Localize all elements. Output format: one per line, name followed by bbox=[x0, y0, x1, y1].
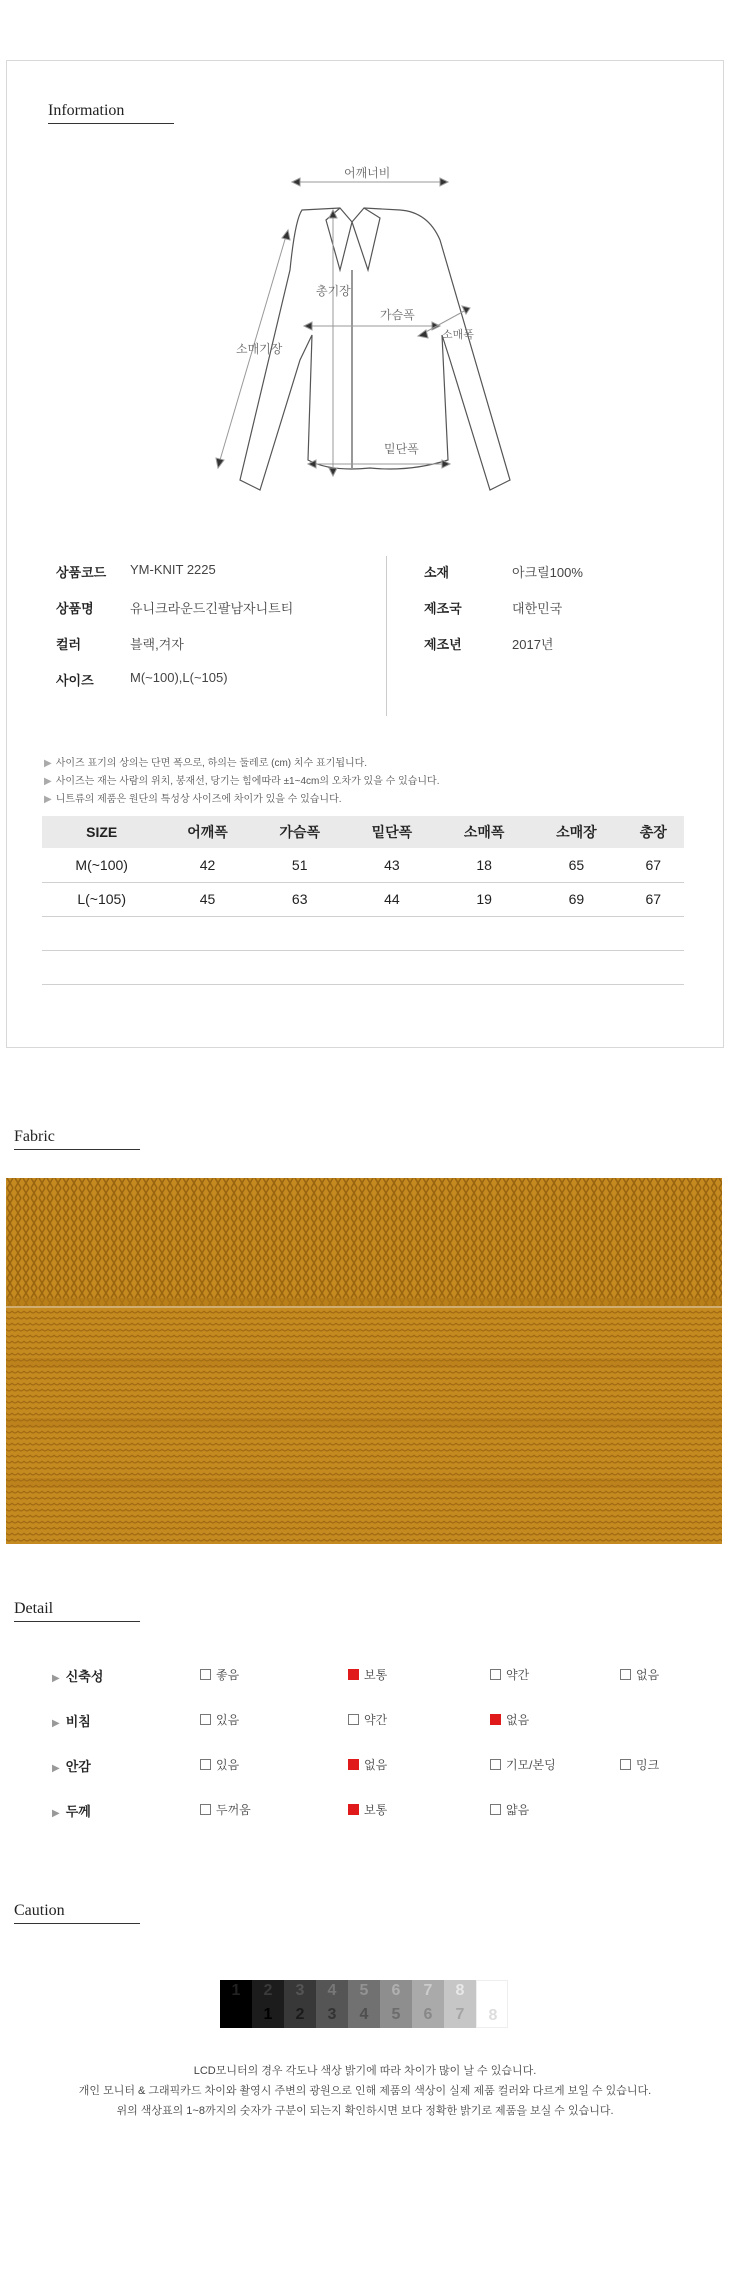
checkbox-icon[interactable] bbox=[620, 1669, 631, 1680]
size-note-2: ▶ 사이즈는 재는 사람의 위치, 봉재선, 당기는 힘에따라 ±1~4cm의 오차가 있을 수 있습니다. bbox=[44, 776, 440, 787]
table-cell: 69 bbox=[530, 882, 622, 916]
checkbox-icon[interactable] bbox=[200, 1759, 211, 1770]
brightness-swatch bbox=[316, 1980, 348, 2028]
spec-year-label: 제조년 bbox=[424, 637, 462, 652]
size-table-header bbox=[42, 816, 684, 848]
swatch-number: 4 bbox=[327, 1982, 337, 1999]
table-cell: 67 bbox=[622, 848, 684, 882]
stretch-option-normal[interactable]: 보통 bbox=[348, 1666, 387, 1683]
table-cell: 65 bbox=[530, 848, 622, 882]
brightness-swatch bbox=[348, 1980, 380, 2028]
stretch-option-none[interactable]: 없음 bbox=[620, 1666, 659, 1683]
checkbox-icon[interactable] bbox=[200, 1669, 211, 1680]
caution-line-3: 위의 색상표의 1~8까지의 숫자가 구분이 되는지 확인하시면 보다 정확한 밝기로 제품을 보실 수 있습니다. bbox=[116, 2105, 614, 2117]
table-row bbox=[42, 882, 684, 916]
table-row bbox=[42, 848, 684, 882]
triangle-bullet-icon: ▶ bbox=[52, 1673, 60, 1684]
detail-lining-label: ▶ 안감 bbox=[52, 1759, 91, 1774]
swatch-number: 8 bbox=[488, 2007, 498, 2024]
detail-sheer-label: ▶ 비침 bbox=[52, 1714, 91, 1729]
swatch-number: 7 bbox=[423, 1982, 433, 1999]
checkbox-checked-icon[interactable] bbox=[490, 1714, 501, 1725]
spec-divider bbox=[386, 556, 387, 716]
triangle-bullet-icon: ▶ bbox=[44, 758, 52, 769]
caution-title: Caution bbox=[14, 1902, 140, 1924]
spec-color-value: 블랙,겨자 bbox=[130, 637, 184, 652]
swatch-number: 7 bbox=[455, 2006, 465, 2023]
size-table-header-cell: 총장 bbox=[622, 816, 684, 848]
sheer-option-yes[interactable]: 있음 bbox=[200, 1711, 239, 1728]
spec-year-value: 2017년 bbox=[512, 637, 554, 652]
swatch-number: 8 bbox=[455, 1982, 465, 1999]
checkbox-icon[interactable] bbox=[620, 1759, 631, 1770]
spec-material-value: 아크릴100% bbox=[512, 565, 583, 580]
fabric-image bbox=[6, 1178, 722, 1544]
table-cell: 63 bbox=[254, 882, 346, 916]
spec-material-label: 소재 bbox=[424, 565, 450, 580]
lining-option-mink[interactable]: 밍크 bbox=[620, 1756, 659, 1773]
brightness-swatch bbox=[220, 1980, 252, 2028]
checkbox-icon[interactable] bbox=[490, 1759, 501, 1770]
lining-option-brushed[interactable]: 기모/본딩 bbox=[490, 1756, 556, 1773]
table-cell: 18 bbox=[438, 848, 530, 882]
triangle-bullet-icon: ▶ bbox=[44, 794, 52, 805]
size-table bbox=[42, 816, 684, 917]
stretch-option-good[interactable]: 좋음 bbox=[200, 1666, 239, 1683]
triangle-bullet-icon: ▶ bbox=[52, 1808, 60, 1819]
table-cell: M(~100) bbox=[42, 848, 161, 882]
brightness-swatch bbox=[252, 1980, 284, 2028]
spec-code-value: YM-KNIT 2225 bbox=[130, 562, 216, 577]
spec-country-value: 대한민국 bbox=[512, 601, 563, 616]
size-diagram bbox=[200, 160, 530, 500]
sheer-option-none[interactable]: 없음 bbox=[490, 1711, 529, 1728]
detail-title: Detail bbox=[14, 1600, 140, 1622]
size-table-header-cell: 소매장 bbox=[530, 816, 622, 848]
table-cell: 44 bbox=[346, 882, 438, 916]
spec-name-value: 유니크라운드긴팔남자니트티 bbox=[130, 601, 294, 616]
swatch-number: 2 bbox=[263, 1982, 273, 1999]
swatch-number: 5 bbox=[391, 2006, 401, 2023]
size-table-header-cell: SIZE bbox=[42, 816, 161, 848]
sheer-option-slight[interactable]: 약간 bbox=[348, 1711, 387, 1728]
spec-size-value: M(~100),L(~105) bbox=[130, 670, 228, 685]
checkbox-icon[interactable] bbox=[348, 1714, 359, 1725]
spec-color-label: 컬러 bbox=[56, 637, 82, 652]
spec-code-label: 상품코드 bbox=[56, 565, 107, 580]
triangle-bullet-icon: ▶ bbox=[52, 1763, 60, 1774]
brightness-swatch bbox=[476, 1980, 508, 2028]
swatch-number: 5 bbox=[359, 1982, 369, 1999]
checkbox-icon[interactable] bbox=[490, 1669, 501, 1680]
thickness-option-thick[interactable]: 두꺼움 bbox=[200, 1801, 251, 1818]
detail-stretch-label: ▶ 신축성 bbox=[52, 1669, 104, 1684]
size-table-header-cell: 어깨폭 bbox=[161, 816, 253, 848]
chest-label: 가슴폭 bbox=[380, 308, 415, 322]
spec-size-label: 사이즈 bbox=[56, 673, 94, 688]
swatch-number: 3 bbox=[327, 2006, 337, 2023]
brightness-swatch bbox=[412, 1980, 444, 2028]
shoulder-label: 어깨너비 bbox=[344, 166, 391, 180]
detail-thickness-label: ▶ 두께 bbox=[52, 1804, 91, 1819]
size-table-header-cell: 가슴폭 bbox=[254, 816, 346, 848]
size-note-1: ▶ 사이즈 표기의 상의는 단면 폭으로, 하의는 둘레로 (cm) 치수 표기됩니다. bbox=[44, 758, 368, 769]
checkbox-icon[interactable] bbox=[490, 1804, 501, 1815]
fabric-title: Fabric bbox=[14, 1128, 140, 1150]
swatch-number: 1 bbox=[263, 2006, 273, 2023]
checkbox-icon[interactable] bbox=[200, 1714, 211, 1725]
table-cell: 42 bbox=[161, 848, 253, 882]
swatch-number: 4 bbox=[359, 2006, 369, 2023]
brightness-swatch bbox=[380, 1980, 412, 2028]
triangle-bullet-icon: ▶ bbox=[44, 776, 52, 787]
total-length-label: 총기장 bbox=[316, 284, 351, 298]
information-title: Information bbox=[48, 102, 174, 124]
lining-option-yes[interactable]: 있음 bbox=[200, 1756, 239, 1773]
swatch-number: 1 bbox=[231, 1982, 241, 1999]
checkbox-icon[interactable] bbox=[200, 1804, 211, 1815]
size-table-header-cell: 소매폭 bbox=[438, 816, 530, 848]
thickness-option-thin[interactable]: 얇음 bbox=[490, 1801, 529, 1818]
hem-label: 밑단폭 bbox=[384, 442, 419, 456]
swatch-number: 3 bbox=[295, 1982, 305, 1999]
checkbox-checked-icon[interactable] bbox=[348, 1759, 359, 1770]
sleeve-width-label: 소매폭 bbox=[442, 329, 474, 341]
empty-row-line bbox=[42, 950, 684, 951]
spec-country-label: 제조국 bbox=[424, 601, 462, 616]
table-cell: 45 bbox=[161, 882, 253, 916]
spec-name-label: 상품명 bbox=[56, 601, 94, 616]
table-cell: L(~105) bbox=[42, 882, 161, 916]
checkbox-checked-icon[interactable] bbox=[348, 1804, 359, 1815]
swatch-number: 6 bbox=[391, 1982, 401, 1999]
size-note-3: ▶ 니트류의 제품은 원단의 특성상 사이즈에 차이가 있을 수 있습니다. bbox=[44, 794, 342, 805]
table-cell: 51 bbox=[254, 848, 346, 882]
stretch-option-slight[interactable]: 약간 bbox=[490, 1666, 529, 1683]
brightness-swatch bbox=[444, 1980, 476, 2028]
brightness-swatch bbox=[284, 1980, 316, 2028]
table-cell: 19 bbox=[438, 882, 530, 916]
lining-option-none[interactable]: 없음 bbox=[348, 1756, 387, 1773]
table-cell: 43 bbox=[346, 848, 438, 882]
table-cell: 67 bbox=[622, 882, 684, 916]
checkbox-checked-icon[interactable] bbox=[348, 1669, 359, 1680]
caution-line-2: 개인 모니터 & 그래픽카드 차이와 촬영시 주변의 광원으로 인해 제품의 색상이 실제 제품 컬러와 다르게 보일 수 있습니다. bbox=[78, 2085, 652, 2097]
triangle-bullet-icon: ▶ bbox=[52, 1718, 60, 1729]
swatch-number: 6 bbox=[423, 2006, 433, 2023]
empty-row-line bbox=[42, 984, 684, 985]
swatch-number: 2 bbox=[295, 2006, 305, 2023]
caution-line-1: LCD모니터의 경우 각도나 색상 밝기에 따라 차이가 많이 날 수 있습니다. bbox=[193, 2065, 537, 2077]
sleeve-length-label: 소매기장 bbox=[236, 342, 283, 356]
size-table-header-cell: 밑단폭 bbox=[346, 816, 438, 848]
thickness-option-normal[interactable]: 보통 bbox=[348, 1801, 387, 1818]
knit-texture bbox=[6, 1178, 722, 1544]
